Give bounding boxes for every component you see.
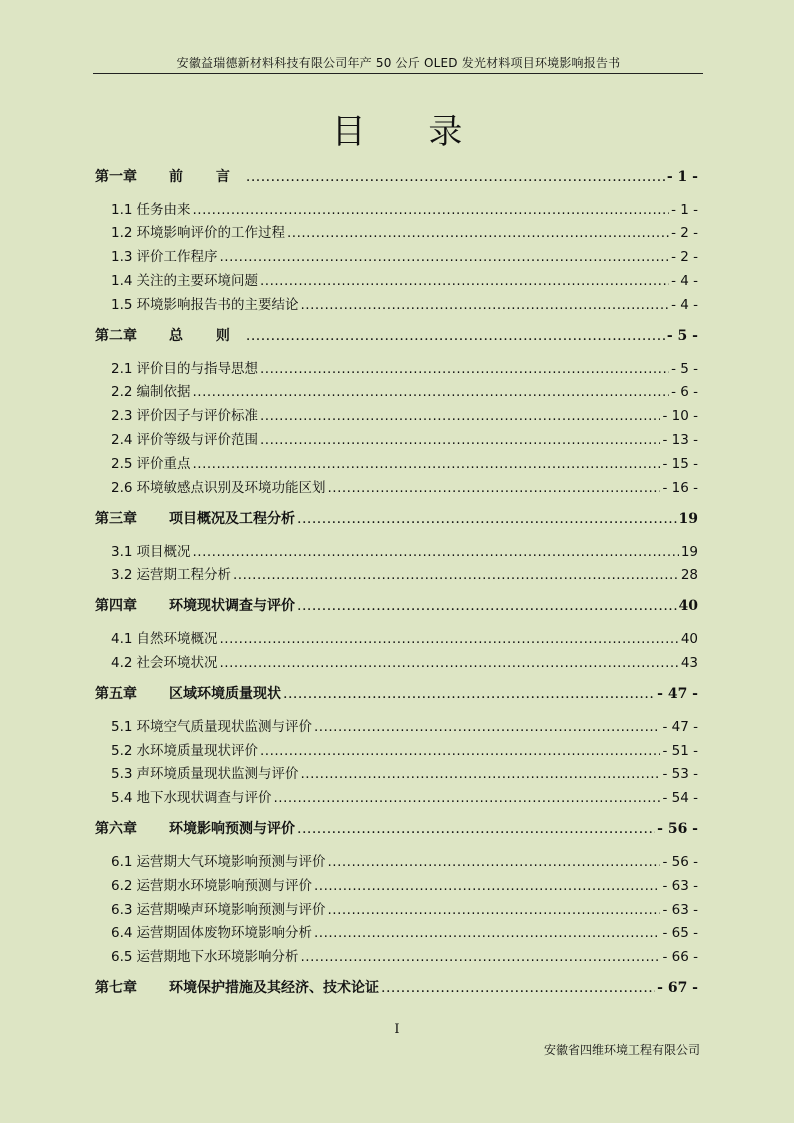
toc-entry-number: 6.2: [111, 878, 133, 894]
toc-section-entry[interactable]: [111, 540, 698, 560]
dot-leader: [233, 567, 679, 583]
toc-entry-page-number: - 5 -: [666, 328, 698, 344]
toc-entry-number: 5.1: [111, 719, 133, 735]
dot-leader: [192, 456, 660, 472]
toc-entry-page-number: - 10 -: [662, 408, 698, 424]
toc-title: 目 录: [331, 112, 489, 152]
toc-entry-title: 关注的主要环境问题: [136, 273, 258, 289]
dot-leader: [192, 384, 669, 400]
toc-entry-title: 评价目的与指导思想: [136, 361, 258, 377]
dot-leader: [327, 902, 660, 918]
toc-entry-page-number: - 2 -: [671, 225, 698, 241]
toc-entry-number: 2.2: [111, 384, 133, 400]
dot-leader: [219, 249, 669, 265]
toc-section-entry[interactable]: [111, 715, 698, 735]
toc-section-entry[interactable]: [111, 627, 698, 647]
toc-section-entry[interactable]: [111, 945, 698, 965]
toc-entry-title: 任务由来: [136, 202, 191, 218]
toc-entry-number: 第六章: [95, 821, 137, 837]
toc-entry-title: 环境保护措施及其经济、技术论证: [169, 980, 379, 996]
toc-entry-page-number: - 4 -: [671, 297, 698, 313]
toc-entry-title: 社会环境状况: [136, 655, 218, 671]
toc-entry-page-number: 40: [680, 631, 698, 647]
dot-leader: [287, 225, 669, 241]
toc-section-entry[interactable]: [111, 198, 698, 218]
dot-leader: [283, 686, 655, 702]
toc-entry-number: 5.2: [111, 743, 133, 759]
dot-leader: [314, 925, 661, 941]
dot-leader: [297, 821, 655, 837]
dot-leader: [260, 432, 661, 448]
toc-section-entry[interactable]: [111, 921, 698, 941]
toc-entry-page-number: 19: [680, 544, 698, 560]
toc-chapter-entry[interactable]: [95, 325, 698, 345]
toc-section-entry[interactable]: [111, 293, 698, 313]
dot-leader: [314, 878, 661, 894]
toc-section-entry[interactable]: [111, 563, 698, 583]
toc-entry-title: 编制依据: [136, 384, 191, 400]
dot-leader: [300, 766, 660, 782]
toc-entry-title: 环境空气质量现状监测与评价: [136, 719, 312, 735]
toc-section-entry[interactable]: [111, 428, 698, 448]
toc-entry-number: 5.4: [111, 790, 133, 806]
toc-entry-page-number: - 63 -: [662, 902, 698, 918]
toc-entry-page-number: - 66 -: [662, 949, 698, 965]
toc-entry-number: 1.2: [111, 225, 133, 241]
toc-entry-number: 第七章: [95, 980, 137, 996]
toc-section-entry[interactable]: [111, 221, 698, 241]
toc-entry-number: 第四章: [95, 598, 137, 614]
toc-entry-title: 运营期大气环境影响预测与评价: [136, 854, 326, 870]
dot-leader: [327, 854, 660, 870]
toc-entry-title: 前 言: [169, 169, 244, 185]
toc-entry-title: 项目概况: [136, 544, 191, 560]
dot-leader: [297, 511, 677, 527]
dot-leader: [219, 655, 678, 671]
dot-leader: [246, 328, 665, 344]
toc-section-entry[interactable]: [111, 476, 698, 496]
dot-leader: [273, 790, 660, 806]
toc-entry-title: 项目概况及工程分析: [169, 511, 295, 527]
toc-section-entry[interactable]: [111, 874, 698, 894]
toc-entry-number: 2.3: [111, 408, 133, 424]
toc-entry-title: 运营期地下水环境影响分析: [136, 949, 299, 965]
toc-entry-number: 6.5: [111, 949, 133, 965]
toc-entry-number: 3.2: [111, 567, 133, 583]
toc-chapter-entry[interactable]: [95, 508, 698, 528]
toc-entry-page-number: - 54 -: [662, 790, 698, 806]
header-divider: [93, 73, 703, 74]
toc-entry-number: 6.1: [111, 854, 133, 870]
toc-entry-page-number: 40: [678, 598, 698, 614]
toc-entry-title: 水环境质量现状评价: [136, 743, 258, 759]
toc-entry-title: 总 则: [169, 328, 244, 344]
toc-entry-title: 评价重点: [136, 456, 191, 472]
toc-entry-page-number: - 47 -: [662, 719, 698, 735]
toc-entry-title: 环境影响预测与评价: [169, 821, 295, 837]
toc-entry-number: 第三章: [95, 511, 137, 527]
toc-entry-title: 运营期水环境影响预测与评价: [136, 878, 312, 894]
toc-entry-number: 第五章: [95, 686, 137, 702]
toc-entry-title: 地下水现状调查与评价: [136, 790, 272, 806]
toc-entry-page-number: - 5 -: [671, 361, 698, 377]
toc-section-entry[interactable]: [111, 357, 698, 377]
toc-entry-page-number: - 1 -: [666, 169, 698, 185]
toc-entry-title: 运营期工程分析: [136, 567, 231, 583]
toc-entry-number: 2.6: [111, 480, 133, 496]
toc-entry-page-number: - 2 -: [671, 249, 698, 265]
dot-leader: [219, 631, 678, 647]
toc-entry-page-number: - 1 -: [671, 202, 698, 218]
toc-section-entry[interactable]: [111, 762, 698, 782]
toc-entry-page-number: 28: [680, 567, 698, 583]
toc-section-entry[interactable]: [111, 269, 698, 289]
toc-chapter-entry[interactable]: [95, 818, 698, 838]
dot-leader: [300, 949, 660, 965]
toc-entry-page-number: - 53 -: [662, 766, 698, 782]
toc-entry-title: 评价因子与评价标准: [136, 408, 258, 424]
toc-chapter-entry[interactable]: [95, 166, 698, 186]
toc-section-entry[interactable]: [111, 380, 698, 400]
toc-entry-page-number: - 56 -: [662, 854, 698, 870]
toc-chapter-entry[interactable]: [95, 683, 698, 703]
toc-section-entry[interactable]: [111, 404, 698, 424]
toc-entry-title: 环境敏感点识别及环境功能区划: [136, 480, 326, 496]
toc-section-entry[interactable]: [111, 452, 698, 472]
toc-entry-number: 第二章: [95, 328, 137, 344]
toc-section-entry[interactable]: [111, 850, 698, 870]
toc-entry-number: 4.2: [111, 655, 133, 671]
toc-entry-page-number: - 4 -: [671, 273, 698, 289]
footer-page-number: I: [394, 1022, 400, 1037]
toc-section-entry[interactable]: [111, 245, 698, 265]
toc-entry-number: 5.3: [111, 766, 133, 782]
toc-entry-page-number: - 65 -: [662, 925, 698, 941]
toc-entry-page-number: - 56 -: [657, 821, 698, 837]
toc-entry-number: 2.1: [111, 361, 133, 377]
toc-entry-page-number: - 15 -: [662, 456, 698, 472]
dot-leader: [246, 169, 665, 185]
toc-entry-page-number: - 16 -: [662, 480, 698, 496]
dot-leader: [314, 719, 661, 735]
toc-entry-number: 6.4: [111, 925, 133, 941]
footer-organization: 安徽省四维环境工程有限公司: [543, 1043, 700, 1057]
toc-entry-title: 运营期固体废物环境影响分析: [136, 925, 312, 941]
toc-entry-page-number: - 6 -: [671, 384, 698, 400]
dot-leader: [260, 273, 669, 289]
toc-section-entry[interactable]: [111, 651, 698, 671]
toc-entry-number: 1.5: [111, 297, 133, 313]
toc-entry-title: 评价工作程序: [136, 249, 218, 265]
toc-entry-number: 第一章: [95, 169, 137, 185]
dot-leader: [260, 361, 669, 377]
dot-leader: [260, 408, 661, 424]
dot-leader: [297, 598, 677, 614]
dot-leader: [327, 480, 660, 496]
toc-entry-page-number: - 51 -: [662, 743, 698, 759]
toc-entry-title: 运营期噪声环境影响预测与评价: [136, 902, 326, 918]
toc-section-entry[interactable]: [111, 786, 698, 806]
toc-entry-number: 1.3: [111, 249, 133, 265]
toc-entry-page-number: 43: [680, 655, 698, 671]
toc-entry-title: 环境影响评价的工作过程: [136, 225, 285, 241]
toc-chapter-entry[interactable]: [95, 977, 698, 997]
toc-entry-number: 4.1: [111, 631, 133, 647]
toc-chapter-entry[interactable]: [95, 595, 698, 615]
toc-entry-page-number: - 67 -: [657, 980, 698, 996]
toc-entry-title: 声环境质量现状监测与评价: [136, 766, 299, 782]
toc-entry-page-number: - 63 -: [662, 878, 698, 894]
toc-entry-title: 区域环境质量现状: [169, 686, 281, 702]
toc-entry-number: 2.5: [111, 456, 133, 472]
toc-entry-page-number: - 13 -: [662, 432, 698, 448]
dot-leader: [192, 202, 669, 218]
toc-entry-page-number: - 47 -: [657, 686, 698, 702]
dot-leader: [300, 297, 669, 313]
dot-leader: [381, 980, 655, 996]
running-header: 安徽益瑞德新材料科技有限公司年产 50 公斤 OLED 发光材料项目环境影响报告书: [176, 56, 621, 70]
toc-section-entry[interactable]: [111, 739, 698, 759]
dot-leader: [192, 544, 678, 560]
toc-entry-number: 6.3: [111, 902, 133, 918]
toc-entry-title: 自然环境概况: [136, 631, 218, 647]
toc-entry-title: 环境影响报告书的主要结论: [136, 297, 299, 313]
dot-leader: [260, 743, 661, 759]
toc-entry-number: 1.1: [111, 202, 133, 218]
toc-entry-number: 3.1: [111, 544, 133, 560]
toc-entry-number: 2.4: [111, 432, 133, 448]
toc-section-entry[interactable]: [111, 898, 698, 918]
toc-entry-page-number: 19: [678, 511, 698, 527]
toc-entry-number: 1.4: [111, 273, 133, 289]
toc-entry-title: 环境现状调查与评价: [169, 598, 295, 614]
toc-entry-title: 评价等级与评价范围: [136, 432, 258, 448]
